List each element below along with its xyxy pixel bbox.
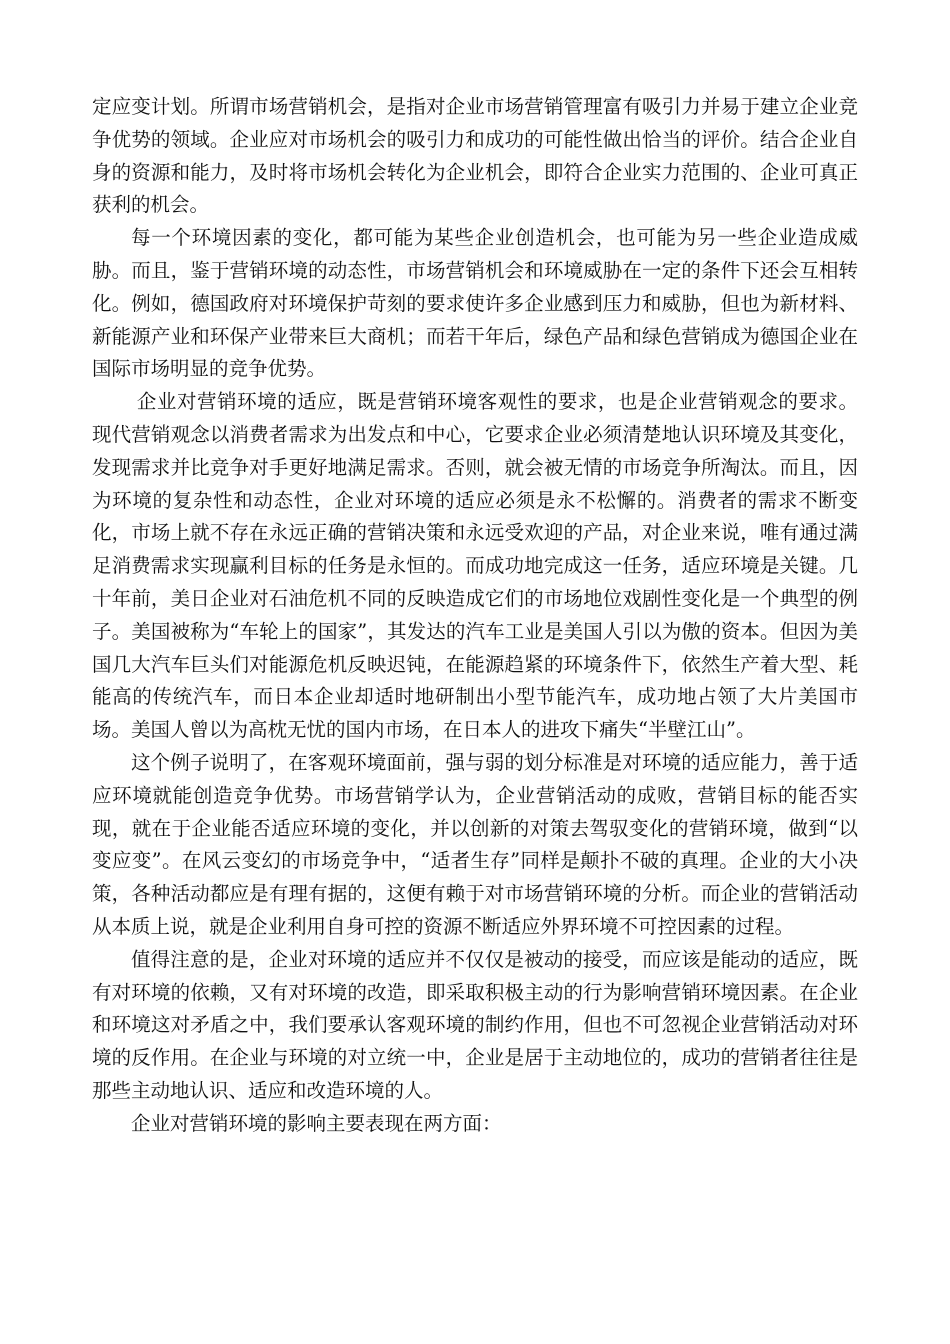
paragraph-6: 企业对营销环境的影响主要表现在两方面：	[131, 1111, 502, 1135]
paragraph-5: 值得注意的是，企业对环境的适应并不仅仅是被动的接受，而应该是能动的适应，既有对环境的依赖，又有对环境的改造，即采取积极主动的行为影响营销环境因素。在企业和环境这对矛盾之中，我们要承认客观环境的制约作用，但也不可忽视企业营销活动对环境的反作用。在企业与环境的对立统一中，企业是居于主动地位的，成功的营销者往往是那些主动地认识、适应和改造环境的人。	[92, 947, 858, 1102]
paragraph-2: 每一个环境因素的变化，都可能为某些企业创造机会，也可能为另一些企业造成威胁。而且，鉴于营销环境的动态性，市场营销机会和环境威胁在一定的条件下还会互相转化。例如，德国政府对环境保护苛刻的要求使许多企业感到压力和威胁，但也为新材料、新能源产业和环保产业带来巨大商机；而若干年后，绿色产品和绿色营销成为德国企业在国际市场明显的竞争优势。	[92, 226, 858, 381]
paragraph-4: 这个例子说明了，在客观环境面前，强与弱的划分标准是对环境的适应能力，善于适应环境就能创造竞争优势。市场营销学认为，企业营销活动的成败，营销目标的能否实现，就在于企业能否适应环境的变化，并以创新的对策去驾驭变化的营销环境，做到“以变应变”。在风云变幻的市场竞争中，“适者生存”同样是颠扑不破的真理。企业的大小决策，各种活动都应是有理有据的，这便有赖于对市场营销环境的分析。而企业的营销活动从本质上说，就是企业利用自身可控的资源不断适应外界环境不可控因素的过程。	[92, 750, 858, 938]
paragraph-1: 定应变计划。所谓市场营销机会，是指对企业市场营销管理富有吸引力并易于建立企业竞争优势的领域。企业应对市场机会的吸引力和成功的可能性做出恰当的评价。结合企业自身的资源和能力，及时将市场机会转化为企业机会，即符合企业实力范围的、企业可真正获利的机会。	[92, 95, 858, 217]
document-body	[92, 91, 858, 1141]
paragraph-3: 企业对营销环境的适应，既是营销环境客观性的要求，也是企业营销观念的要求。现代营销观念以消费者需求为出发点和中心，它要求企业必须清楚地认识环境及其变化，发现需求并比竞争对手更好地满足需求。否则，就会被无情的市场竞争所淘汰。而且，因为环境的复杂性和动态性，企业对环境的适应必须是永不松懈的。消费者的需求不断变化，市场上就不存在永远正确的营销决策和永远受欢迎的产品，对企业来说，唯有通过满足消费需求实现赢利目标的任务是永恒的。而成功地完成这一任务，适应环境是关键。几十年前，美日企业对石油危机不同的反映造成它们的市场地位戏剧性变化是一个典型的例子。美国被称为“车轮上的国家”，其发达的汽车工业是美国人引以为傲的资本。但因为美国几大汽车巨头们对能源危机反映迟钝，在能源趋紧的环境条件下，依然生产着大型、耗能高的传统汽车，而日本企业却适时地研制出小型节能汽车，成功地占领了大片美国市场。美国人曾以为高枕无忧的国内市场，在日本人的进攻下痛失“半壁江山”。	[92, 390, 858, 742]
